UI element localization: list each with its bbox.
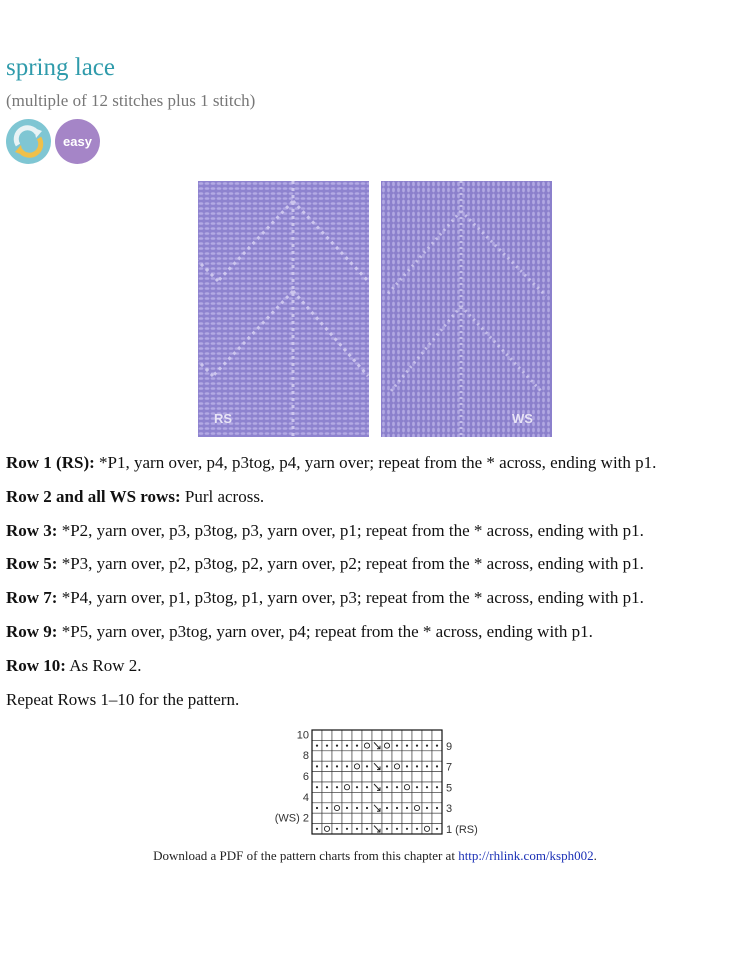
- skill-level-icon: [6, 119, 51, 164]
- chart-symbol: [406, 807, 408, 809]
- chart-cell: [352, 761, 362, 771]
- chart-cell: [322, 730, 332, 740]
- chart-cell: [312, 751, 322, 761]
- badges: [6, 119, 100, 164]
- chart-cell: [342, 813, 352, 823]
- chart-cell: [392, 730, 402, 740]
- chart-cell: [352, 792, 362, 802]
- chart-cell: [362, 792, 372, 802]
- row-5: Row 5: *P3, yarn over, p2, p3tog, p2, yarn over, p2; repeat from the * across, ending with p1.: [6, 554, 644, 574]
- chart-cell: [382, 813, 392, 823]
- repeat-note: Repeat Rows 1–10 for the pattern.: [6, 689, 240, 709]
- chart-cell: [382, 792, 392, 802]
- chart-cell: [372, 751, 382, 761]
- chart-row-label: 6: [302, 771, 309, 783]
- chart-cell: [382, 751, 392, 761]
- chart-symbol: [336, 745, 338, 747]
- chart-symbol: [406, 765, 408, 767]
- chart-symbol: [396, 828, 398, 830]
- chart-symbol: [316, 745, 318, 747]
- chart-row-label: 8: [302, 750, 309, 763]
- chart-symbol: [366, 786, 368, 788]
- pattern-subtitle: (multiple of 12 stitches plus 1 stitch): [6, 91, 256, 110]
- chart-symbol: [406, 745, 408, 747]
- chart-symbol: [356, 786, 358, 788]
- chart-symbol: [366, 765, 368, 767]
- chart-cell: [322, 824, 332, 834]
- stitch-chart: [262, 722, 492, 842]
- chart-cell: [362, 751, 372, 761]
- chart-cell: [322, 813, 332, 823]
- chart-symbol: [426, 807, 428, 809]
- chart-cell: [432, 772, 442, 782]
- chart-cell: [412, 792, 422, 802]
- swatch-rs-label: RS: [214, 411, 233, 426]
- chart-symbol: [436, 745, 438, 747]
- pdf-download-link[interactable]: http://rhlink.com/ksph002: [458, 848, 594, 863]
- chart-row-label: 3: [446, 803, 453, 816]
- chart-cell: [412, 730, 422, 740]
- chart-symbol: [436, 765, 438, 767]
- chart-row-label: 10: [296, 729, 309, 742]
- chart-cell: [352, 813, 362, 823]
- chart-cell: [372, 730, 382, 740]
- chart-row-label: 5: [446, 782, 453, 795]
- chart-cell: [422, 751, 432, 761]
- chart-symbol: [356, 807, 358, 809]
- chart-cell: [422, 792, 432, 802]
- chart-cell: [352, 730, 362, 740]
- chart-symbol: [366, 807, 368, 809]
- row-3: Row 3: *P2, yarn over, p3, p3tog, p3, yarn over, p1; repeat from the * across, ending with p1.: [6, 520, 644, 540]
- chart-cell: [392, 751, 402, 761]
- chart-cell: [322, 751, 332, 761]
- chart-symbol: [326, 745, 328, 747]
- stitch-chart-svg: [262, 722, 492, 842]
- chart-symbol: [396, 745, 398, 747]
- chart-cell: [412, 751, 422, 761]
- row-2: Row 2 and all WS rows: Purl across.: [6, 486, 265, 506]
- chart-symbol: [436, 828, 438, 830]
- chart-cell: [312, 792, 322, 802]
- chart-cell: [342, 751, 352, 761]
- chart-row-label: 4: [302, 791, 309, 804]
- chart-cell: [382, 740, 392, 750]
- row-1: Row 1 (RS): *P1, yarn over, p4, p3tog, p4, yarn over; repeat from the * across, ending with p1.: [6, 453, 657, 472]
- chart-cell: [372, 813, 382, 823]
- chart-cell: [432, 730, 442, 740]
- chart-cell: [412, 772, 422, 782]
- chart-cell: [402, 772, 412, 782]
- swatch-ws-image: [381, 181, 552, 437]
- chart-symbol: [316, 786, 318, 788]
- chart-cell: [312, 772, 322, 782]
- chart-cell: [402, 792, 412, 802]
- swatch-rs-image: [198, 181, 369, 437]
- skill-arrows-icon: [6, 119, 51, 164]
- chart-row-label: 7: [446, 761, 453, 774]
- chart-symbol: [436, 807, 438, 809]
- chart-symbol: [426, 765, 428, 767]
- chart-symbol: [396, 786, 398, 788]
- chart-cell: [332, 792, 342, 802]
- chart-cell: [432, 751, 442, 761]
- chart-cell: [322, 772, 332, 782]
- chart-cell: [402, 782, 412, 792]
- chart-symbol: [396, 807, 398, 809]
- chart-symbol: [386, 765, 388, 767]
- chart-cell: [382, 730, 392, 740]
- chart-cell: [352, 751, 362, 761]
- chart-cell: [332, 730, 342, 740]
- chart-row-label: 9: [446, 740, 453, 753]
- chart-symbol: [316, 765, 318, 767]
- chart-cell: [342, 792, 352, 802]
- chart-cell: [322, 792, 332, 802]
- chart-cell: [332, 772, 342, 782]
- chart-cell: [402, 813, 412, 823]
- chart-cell: [432, 813, 442, 823]
- chart-cell: [342, 730, 352, 740]
- chart-cell: [312, 813, 322, 823]
- chart-row-label: (WS) 2: [274, 812, 309, 825]
- chart-symbol: [336, 786, 338, 788]
- chart-cell: [362, 772, 372, 782]
- instructions: [6, 454, 746, 724]
- chart-cell: [402, 730, 412, 740]
- chart-symbol: [436, 786, 438, 788]
- chart-symbol: [416, 745, 418, 747]
- chart-cell: [402, 751, 412, 761]
- chart-cell: [372, 772, 382, 782]
- chart-symbol: [356, 828, 358, 830]
- chart-symbol: [346, 828, 348, 830]
- chart-cell: [312, 730, 322, 740]
- chart-symbol: [316, 828, 318, 830]
- chart-cell: [332, 813, 342, 823]
- chart-cell: [362, 740, 372, 750]
- chart-cell: [332, 751, 342, 761]
- chart-cell: [362, 730, 372, 740]
- chart-symbol: [336, 828, 338, 830]
- chart-cell: [332, 803, 342, 813]
- chart-symbol: [346, 807, 348, 809]
- chart-cell: [392, 761, 402, 771]
- chart-symbol: [426, 745, 428, 747]
- chart-symbol: [326, 765, 328, 767]
- chart-symbol: [386, 828, 388, 830]
- chart-symbol: [386, 807, 388, 809]
- chart-cell: [422, 730, 432, 740]
- pattern-title: spring lace: [6, 54, 115, 81]
- chart-symbol: [316, 807, 318, 809]
- chart-cell: [392, 813, 402, 823]
- chart-symbol: [416, 786, 418, 788]
- chart-symbol: [416, 828, 418, 830]
- swatch-ws-label: WS: [512, 411, 533, 426]
- chart-cell: [412, 813, 422, 823]
- chart-symbol: [386, 786, 388, 788]
- chart-symbol: [346, 765, 348, 767]
- chart-symbol: [366, 828, 368, 830]
- chart-symbol: [346, 745, 348, 747]
- chart-cell: [392, 772, 402, 782]
- chart-cell: [422, 824, 432, 834]
- chart-symbol: [326, 807, 328, 809]
- chart-cell: [392, 792, 402, 802]
- chart-symbol: [356, 745, 358, 747]
- chart-cell: [362, 813, 372, 823]
- chart-cell: [372, 792, 382, 802]
- row-9: Row 9: *P5, yarn over, p3tog, yarn over, p4; repeat from the * across, ending with p1.: [6, 621, 593, 641]
- chart-symbol: [326, 786, 328, 788]
- chart-cell: [412, 803, 422, 813]
- chart-row-label: 1 (RS): [446, 824, 478, 836]
- chart-cell: [342, 782, 352, 792]
- chart-cell: [422, 772, 432, 782]
- footnote: Download a PDF of the pattern charts from this chapter at http://rhlink.com/ksph002.: [153, 848, 597, 863]
- easy-badge: easy: [55, 119, 100, 164]
- chart-symbol: [416, 765, 418, 767]
- chart-symbol: [336, 765, 338, 767]
- chart-cell: [432, 792, 442, 802]
- row-7: Row 7: *P4, yarn over, p1, p3tog, p1, yarn over, p3; repeat from the * across, ending with p1.: [6, 588, 644, 608]
- chart-cell: [382, 772, 392, 782]
- row-10: Row 10: As Row 2.: [6, 655, 142, 675]
- chart-symbol: [406, 828, 408, 830]
- chart-cell: [342, 772, 352, 782]
- chart-cell: [352, 772, 362, 782]
- chart-symbol: [426, 786, 428, 788]
- chart-cell: [422, 813, 432, 823]
- swatch-photos: [198, 181, 552, 437]
